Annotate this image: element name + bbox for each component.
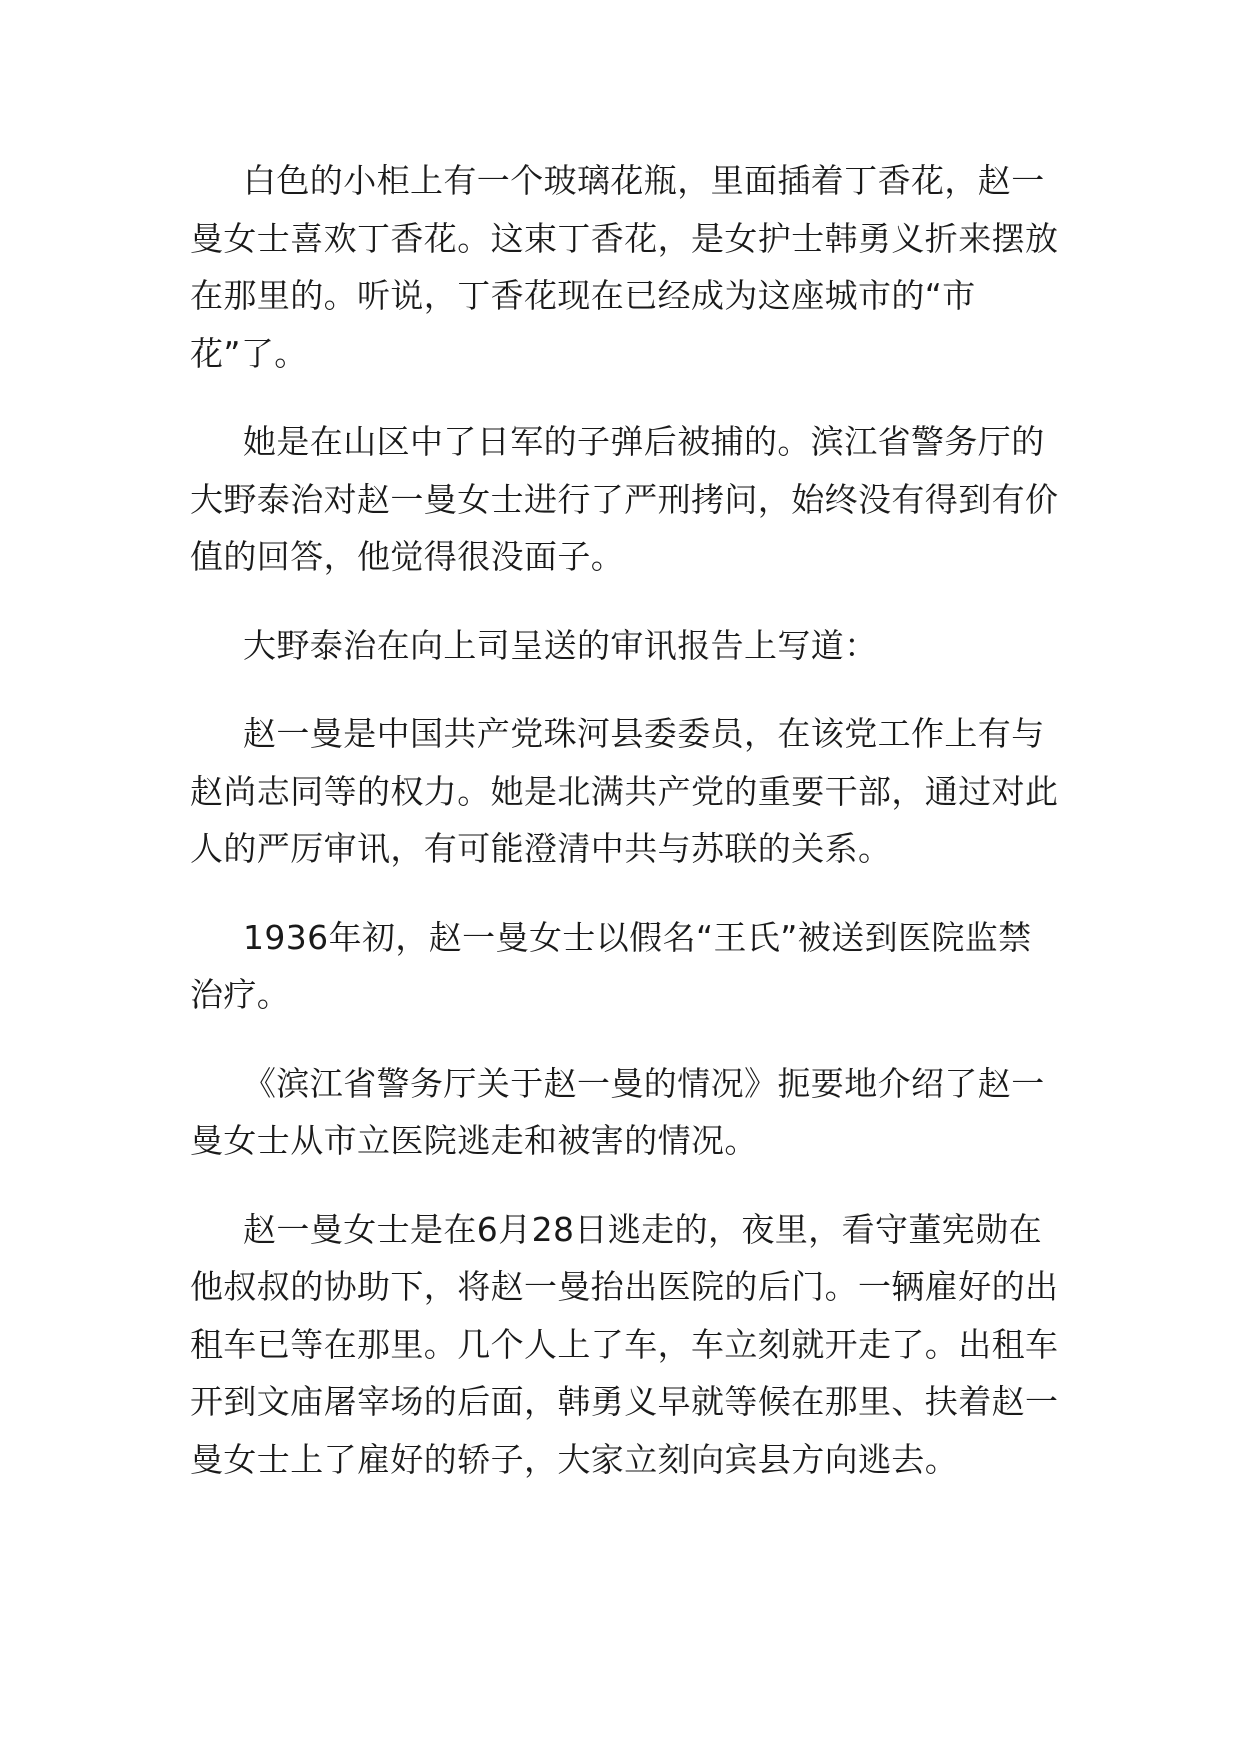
paragraph-lilac-vase: 白色的小柜上有一个玻璃花瓶，里面插着丁香花，赵一曼女士喜欢丁香花。这束丁香花，是女护士韩勇义折来摆放在那里的。听说，丁香花现在已经成为这座城市的“市花”了。	[190, 161, 1059, 373]
paragraph-capture: 她是在山区中了日军的子弹后被捕的。滨江省警务厅的大野泰治对赵一曼女士进行了严刑拷问，始终没有得到有价值的回答，他觉得很没面子。	[190, 422, 1059, 576]
paragraph-report-intro: 大野泰治在向上司呈送的审讯报告上写道：	[243, 625, 878, 665]
paragraph-report-quote: 赵一曼是中国共产党珠河县委委员，在该党工作上有与赵尚志同等的权力。她是北满共产党的重要干部，通过对此人的严厉审讯，有可能澄清中共与苏联的关系。	[190, 714, 1059, 868]
paragraph-escape: 赵一曼女士是在6月28日逃走的，夜里，看守董宪勋在他叔叔的协助下，将赵一曼抬出医院的后门。一辆雇好的出租车已等在那里。几个人上了车，车立刻就开走了。出租车开到文庙屠宰场的后面，韩勇义早就等候在那里、扶着赵一曼女士上了雇好的轿子，大家立刻向宾县方向逃去。	[190, 1209, 1059, 1479]
paragraph-police-report: 《滨江省警务厅关于赵一曼的情况》扼要地介绍了赵一曼女士从市立医院逃走和被害的情况。	[190, 1063, 1045, 1160]
document-page	[190, 152, 1060, 1519]
paragraph-hospital: 1936年初，赵一曼女士以假名“王氏”被送到医院监禁治疗。	[190, 917, 1032, 1014]
